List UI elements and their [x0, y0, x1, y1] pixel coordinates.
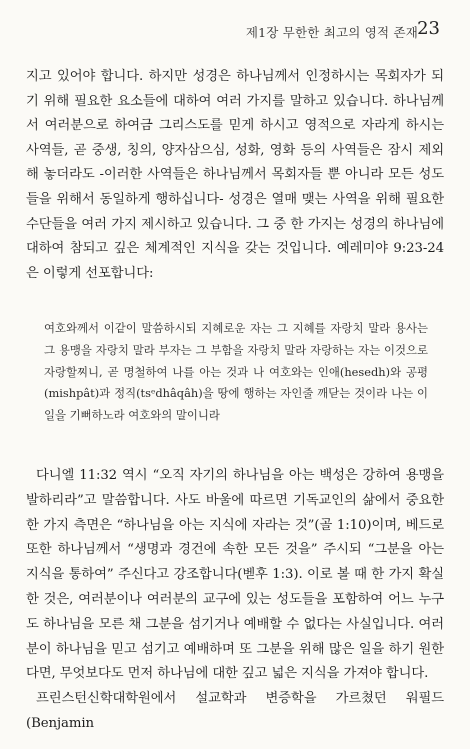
body-section-2: [26, 464, 444, 737]
paragraph-1: 지고 있어야 합니다. 하지만 성경은 하나님께서 인정하시는 목회자가 되기 위해 필요한 요소들에 대하여 여러 가지를 말하고 있습니다. 하나님께서 여러분으로 하여금 그리스도를 믿게 하시고 영적으로 자라게 하시는 사역들, 곧 중생, 칭의, 양자삼으심, 성화, 영화 등의 사역들은 잠시 제외해 놓더라도 -이러한 사역들은 하나님께서 목회자들 뿐 아니라 모든 성도들을 위해서 동일하게 행하십니다- 성경은 열매 맺는 사역을 위해 필요한 수단들을 여러 가지 제시하고 있습니다. 그 중 한 가지는 성경의 하나님에 대하여 참되고 깊은 체계적인 지식을 갖는 것입니다. 예레미야 9:23-24은 이렇게 선포합니다:: [26, 69, 444, 281]
paragraph-2: 다니엘 11:32 역시 “오직 자기의 하나님을 아는 백성은 강하여 용맹을 발하리라”고 말씀합니다. 사도 바울에 따르면 기독교인의 삶에서 중요한 한 가지 측면은 “하나님을 아는 지식에 자라는 것”(골 1:10)이며, 베드로 또한 하나님께서 “생명과 경건에 속한 모든 것을” 주시되 “그분을 아는 지식을 통하여” 주신다고 강조합니다(벧후 1:3). 이로 볼 때 한 가지 확실한 것은, 여러분이나 여러분의 교구에 있는 성도들을 포함하여 어느 누구도 하나님을 모른 채 그분을 섬기거나 예배할 수 없다는 사실입니다. 여러분이 하나님을 믿고 섬기고 예배하며 또 그분을 위해 많은 일을 하기 원한다면, 무엇보다도 먼저 하나님에 대한 깊고 넓은 지식을 가져야 합니다.: [26, 468, 444, 682]
quote-text: 여호와께서 이같이 말씀하시되 지혜로운 자는 그 지혜를 자랑치 말라 용사는 그 용맹을 자랑치 말라 부자는 그 부함을 자랑치 말라 자랑하는 자는 이것으로 자랑할찌니, 곧 명철하여 나를 아는 것과 나 여호와는 인애(hesedh)와 공평(mishpât)과 정직(tsᵉdhâqâh)을 땅에 행하는 자인줄 깨닫는 것이라 나는 이 일을 기뻐하노라 여호와의 말이니라: [44, 321, 428, 423]
paragraph-3: 프린스턴신학대학원에서 설교학과 변증학을 가르쳤던 워필드(Benjamin: [26, 691, 444, 731]
running-title: 제1장 무한한 최고의 영적 존재: [245, 25, 418, 40]
block-quote: [44, 318, 428, 427]
page-header: [0, 18, 470, 44]
body-section-1: [26, 65, 444, 286]
page-number: 23: [417, 18, 440, 39]
